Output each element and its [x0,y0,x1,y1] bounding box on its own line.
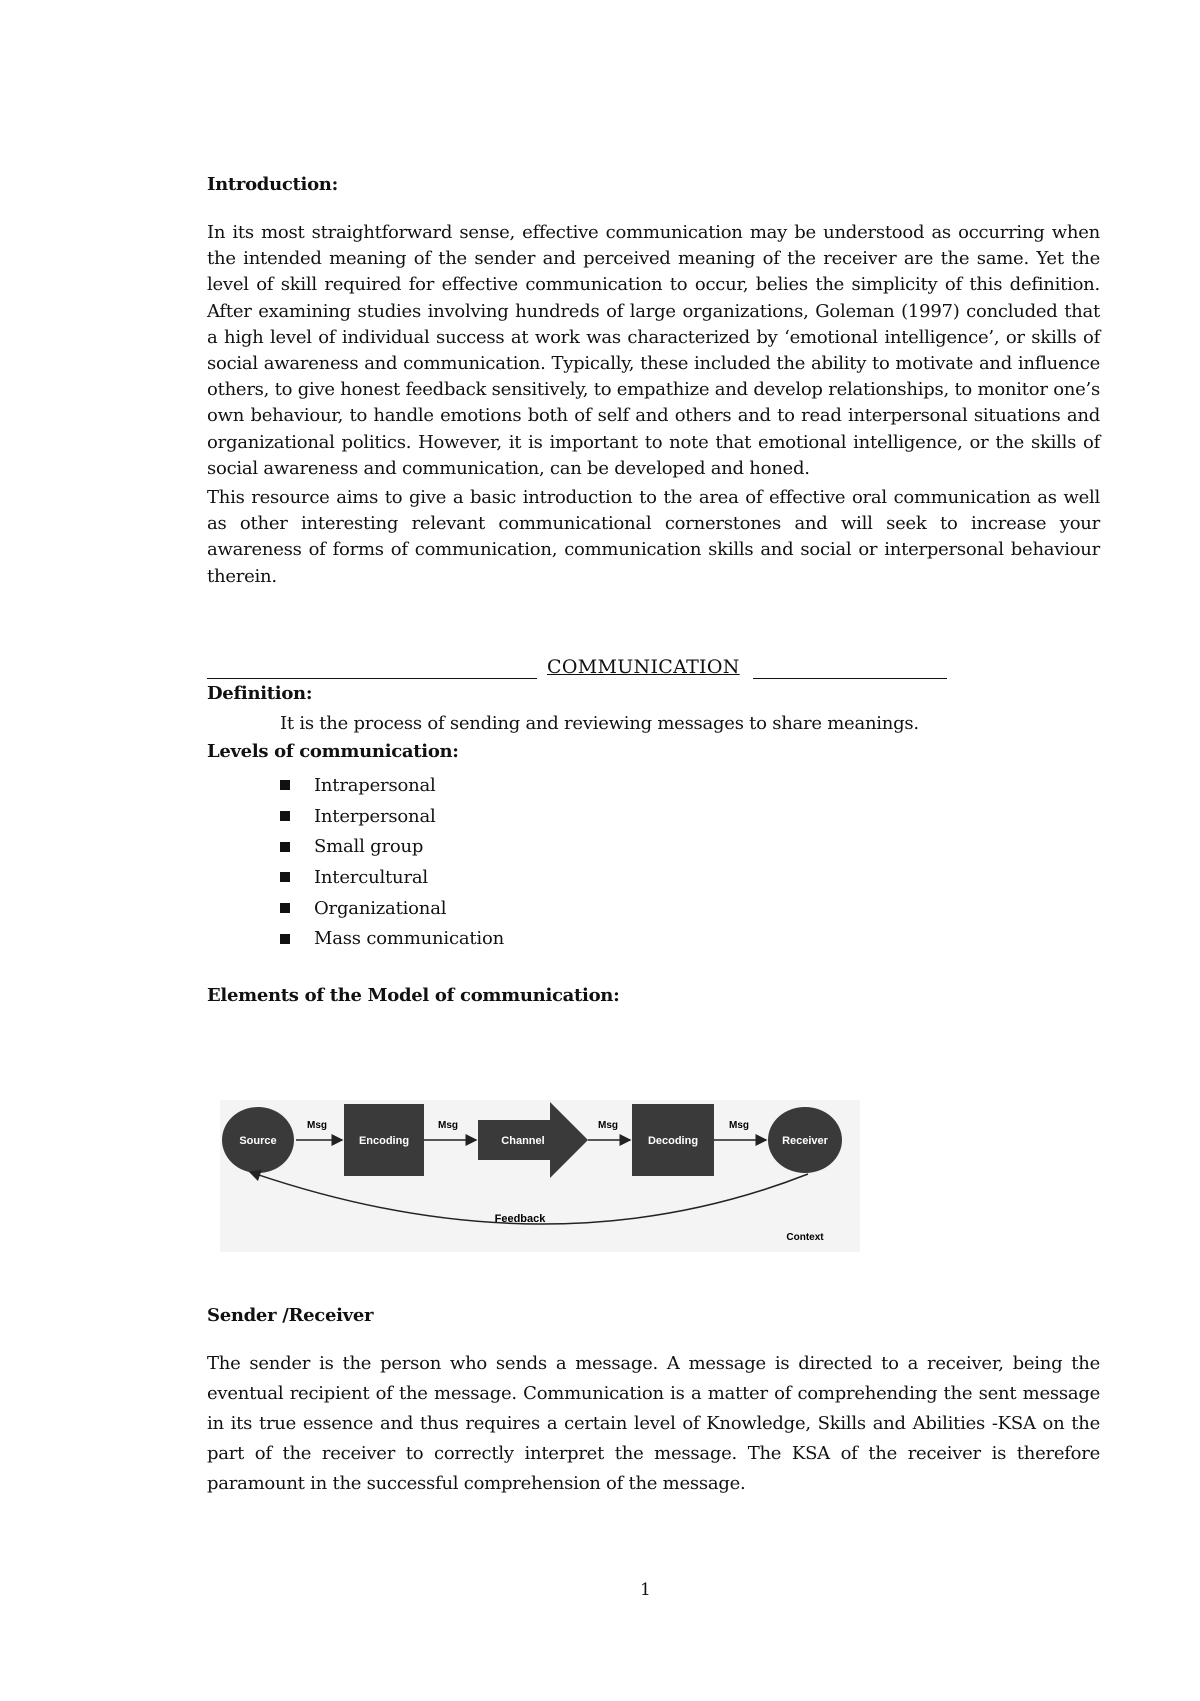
title-rule-left [207,678,537,679]
channel-label: Channel [501,1135,545,1147]
msg-label-2: Msg [438,1120,458,1131]
levels-list [280,770,504,954]
receiver-label: Receiver [782,1135,828,1147]
encoding-label: Encoding [358,1135,410,1147]
communication-title: COMMUNICATION [547,656,740,678]
communication-model-diagram [220,1100,860,1252]
msg-label-1: Msg [307,1120,327,1131]
bullet-square-icon [280,872,290,882]
definition-heading: Definition: [207,683,313,704]
intro-paragraph-1: In its most straightforward sense, effective communication may be understood as occurring when the intended meaning of the sender and perceived meaning of the receiver are the same. Yet the level of skill required for effective communication to occur, belies the simplicity of this definition. After examining studies involving hundreds of large organizations, Goleman (1997) concluded that a high level of individual success at work was characterized by ‘emotional intelligence’, or skills of social awareness and communication. Typically, these included the ability to motivate and influence others, to give honest feedback sensitively, to empathize and develop relationships, to monitor one’s own behaviour, to handle emotions both of self and others and to read interpersonal situations and organizational politics. However, it is important to note that emotional intelligence, or the skills of social awareness and communication, can be developed and honed. [207,222,1100,479]
bullet-square-icon [280,780,290,790]
list-item: Organizational [280,893,504,924]
feedback-label: Feedback [494,1213,546,1225]
page-number: 1 [640,1580,651,1600]
model-heading: Elements of the Model of communication: [207,985,620,1006]
sender-receiver-heading: Sender /Receiver [207,1305,374,1326]
decoding-label: Decoding [647,1135,699,1147]
bullet-square-icon [280,811,290,821]
definition-text: It is the process of sending and reviewing messages to share meanings. [280,713,919,734]
communication-title-row [207,656,947,684]
intro-heading: Introduction: [207,174,338,195]
msg-label-4: Msg [729,1120,749,1131]
bullet-square-icon [280,934,290,944]
bullet-square-icon [280,903,290,913]
context-label: Context [786,1232,824,1243]
intro-paragraph-2: This resource aims to give a basic introduction to the area of effective oral communication as well as other interesting relevant communicational cornerstones and will seek to increase your awareness of forms of communication, communication skills and social or interpersonal behaviour therein. [207,487,1100,587]
title-rule-right [753,678,947,679]
sender-receiver-paragraph: The sender is the person who sends a message. A message is directed to a receiver, being the eventual recipient of the message. Communication is a matter of comprehending the sent message in its true essence and thus requires a certain level of Knowledge, Skills and Abilities -KSA on the part of the receiver to correctly interpret the message. The KSA of the receiver is therefore paramount in the successful comprehension of the message. [207,1353,1100,1494]
levels-heading: Levels of communication: [207,741,459,762]
source-label: Source [239,1135,277,1147]
list-item: Intrapersonal [280,770,504,801]
list-item: Interpersonal [280,801,504,832]
bullet-square-icon [280,842,290,852]
list-item: Mass communication [280,923,504,954]
list-item: Small group [280,831,504,862]
msg-label-3: Msg [598,1120,618,1131]
list-item: Intercultural [280,862,504,893]
